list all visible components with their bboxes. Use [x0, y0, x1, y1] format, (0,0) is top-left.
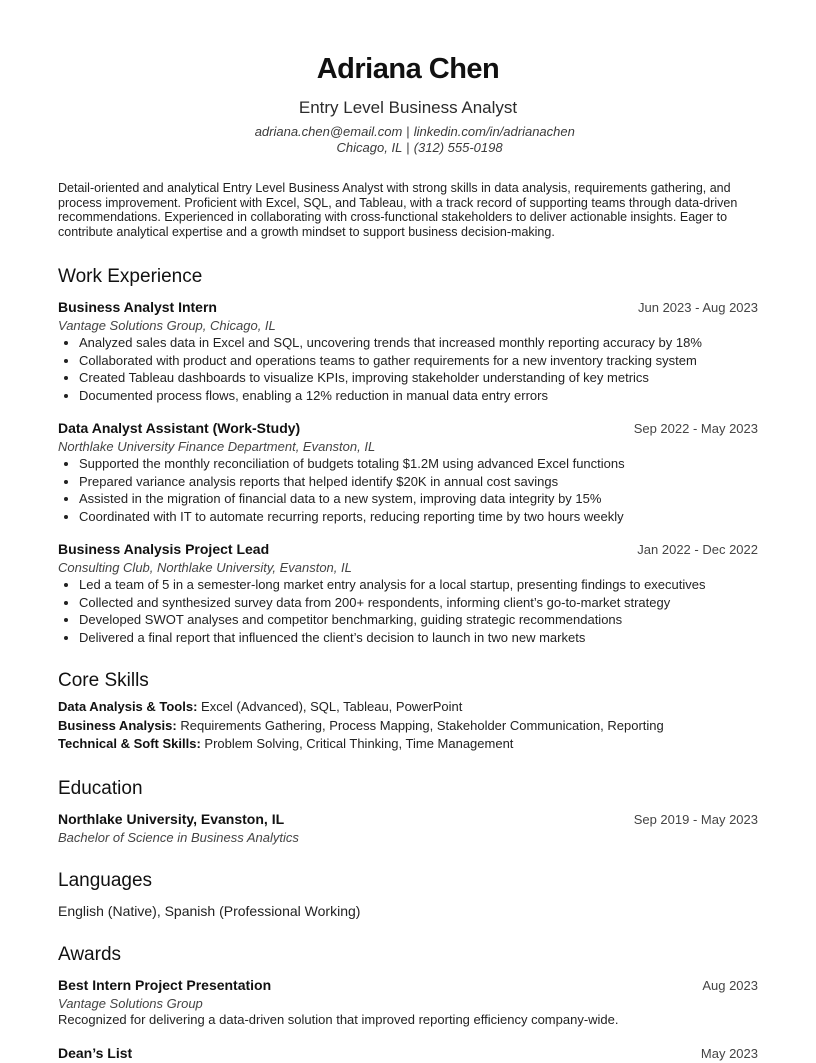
contact-info [58, 124, 758, 156]
job-entry [58, 419, 758, 525]
job-bullet: • Prepared variance analysis reports that helped identify $20K in annual cost savings [79, 473, 758, 491]
job-role: Business Analyst Intern [58, 299, 217, 315]
professional-summary: Detail-oriented and analytical Entry Level Business Analyst with strong skills in data analysis, requirements gathering, and process improvement. Proficient with Excel, SQL, and Tableau, with a track record of supporting teams through data-driven recommendations. Experienced in collaborating with cross-functional stakeholders to deliver actionable insights. Eager to contribute analytical expertise and a growth mindset to support business decision-making. [58, 181, 738, 239]
job-bullets [58, 576, 758, 646]
award-entry [58, 1044, 758, 1063]
section-heading: Education [58, 777, 143, 799]
job-dates: Jan 2022 - Dec 2022 [637, 542, 758, 557]
skill-category: Data Analysis & Tools: [58, 699, 198, 714]
job-bullet: • Supported the monthly reconciliation of budgets totaling $1.2M using advanced Excel functions [79, 455, 758, 473]
job-bullet: • Delivered a final report that influenced the client’s decision to launch in two new markets [79, 629, 758, 647]
skill-values: Requirements Gathering, Process Mapping, Stakeholder Communication, Reporting [176, 717, 664, 733]
skills-list [58, 698, 758, 754]
award-entry [58, 976, 758, 1028]
education-dates: Sep 2019 - May 2023 [633, 811, 758, 827]
contact-linkedin: linkedin.com/in/adrianachen [413, 124, 575, 139]
award-organization: Vantage Solutions Group [58, 995, 203, 1011]
resume-header [58, 0, 758, 156]
job-bullet: • Analyzed sales data in Excel and SQL, uncovering trends that increased monthly reporting accuracy by 18% [79, 334, 758, 352]
skill-row [58, 698, 758, 717]
education-section [58, 778, 758, 846]
languages-text: English (Native), Spanish (Professional Working) [58, 902, 361, 919]
section-heading: Work Experience [58, 266, 203, 287]
job-bullet: • Documented process flows, enabling a 12% reduction in manual data entry errors [79, 387, 758, 405]
contact-email: adriana.chen@email.com [254, 124, 403, 139]
contact-separator: | [406, 140, 410, 155]
contact-location: Chicago, IL [336, 140, 403, 155]
job-organization: Vantage Solutions Group, Chicago, IL [58, 318, 276, 333]
languages-section [58, 870, 758, 920]
job-role: Data Analyst Assistant (Work-Study) [58, 420, 301, 436]
job-bullet: • Coordinated with IT to automate recurring reports, reducing reporting time by two hours weekly [79, 508, 758, 526]
work-experience-section [58, 266, 758, 646]
skill-row [58, 735, 758, 754]
job-entry [58, 540, 758, 646]
job-organization: Northlake University Finance Department, Evanston, IL [58, 439, 376, 454]
degree: Bachelor of Science in Business Analytics [58, 829, 299, 845]
job-bullet: • Created Tableau dashboards to visualize KPIs, improving stakeholder understanding of key metrics [79, 369, 758, 387]
job-dates: Jun 2023 - Aug 2023 [638, 300, 758, 315]
section-heading: Core Skills [58, 670, 149, 691]
skill-category: Technical & Soft Skills: [58, 736, 201, 751]
award-date: May 2023 [700, 1045, 758, 1061]
award-title: Best Intern Project Presentation [58, 976, 272, 993]
job-dates: Sep 2022 - May 2023 [633, 421, 758, 436]
award-title: Dean’s List [58, 1044, 133, 1061]
candidate-name: Adriana Chen [316, 53, 500, 85]
job-bullet: • Collected and synthesized survey data from 200+ respondents, informing client’s go-to-market strategy [79, 594, 758, 612]
job-bullet: • Assisted in the migration of financial data to a new system, improving data integrity by 15% [79, 490, 758, 508]
education-entry [58, 810, 758, 846]
awards-section [58, 944, 758, 1063]
job-role: Business Analysis Project Lead [58, 541, 270, 557]
section-heading: Languages [58, 869, 153, 891]
job-bullets [58, 334, 758, 404]
school-name: Northlake University, Evanston, IL [58, 810, 285, 827]
candidate-title: Entry Level Business Analyst [298, 98, 518, 117]
skill-values: Excel (Advanced), SQL, Tableau, PowerPoint [197, 699, 463, 714]
contact-phone: (312) 555-0198 [413, 140, 503, 155]
core-skills-section [58, 670, 758, 754]
job-entry [58, 298, 758, 404]
job-bullets [58, 455, 758, 525]
job-bullet: • Collaborated with product and operations teams to gather requirements for a new inventory tracking system [79, 352, 758, 370]
job-bullet: • Developed SWOT analyses and competitor benchmarking, guiding strategic recommendations [79, 611, 758, 629]
job-organization: Consulting Club, Northlake University, Evanston, IL [58, 560, 352, 575]
job-bullet: • Led a team of 5 in a semester-long market entry analysis for a local startup, presenting findings to executives [79, 576, 758, 594]
contact-separator: | [406, 124, 410, 139]
skill-category: Business Analysis: [58, 717, 177, 733]
award-description: Recognized for delivering a data-driven solution that improved reporting efficiency company-wide. [58, 1011, 619, 1027]
award-date: Aug 2023 [702, 977, 758, 993]
skill-values: Problem Solving, Critical Thinking, Time Management [200, 736, 514, 751]
skill-row [58, 717, 758, 736]
section-heading: Awards [58, 943, 122, 965]
